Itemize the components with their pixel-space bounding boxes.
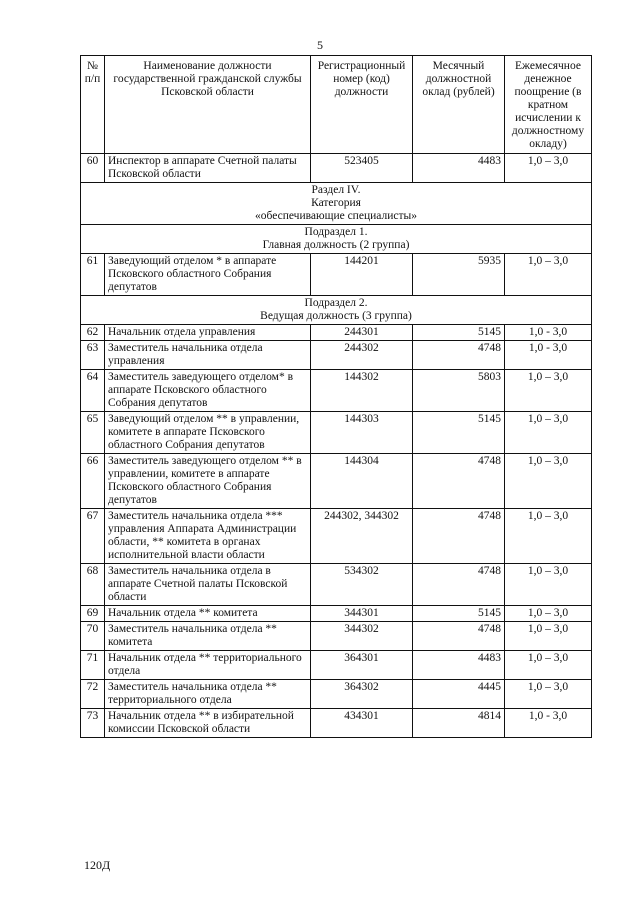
- table-row: [81, 564, 592, 606]
- section-title-line: Подраздел 1.: [304, 226, 368, 238]
- row-salary: 4483: [413, 154, 505, 183]
- row-registration-code: 534302: [311, 564, 413, 606]
- row-position-name: Заместитель начальника отдела управления: [105, 341, 311, 370]
- row-registration-code: 144303: [311, 412, 413, 454]
- row-registration-code: 344301: [311, 606, 413, 622]
- row-salary: 4748: [413, 454, 505, 509]
- row-registration-code: 144201: [311, 254, 413, 296]
- table-row: [81, 651, 592, 680]
- row-position-name: Начальник отдела ** в избирательной комиссии Псковской области: [105, 709, 311, 738]
- row-salary: 4748: [413, 622, 505, 651]
- row-num: 66: [81, 454, 105, 509]
- row-position-name: Заместитель заведующего отделом ** в управлении, комитете в аппарате Псковского областного Собрания депутатов: [105, 454, 311, 509]
- section-title-line: Главная должность (2 группа): [262, 239, 410, 251]
- row-position-name: Заместитель заведующего отделом* в аппарате Псковского областного Собрания депутатов: [105, 370, 311, 412]
- row-salary: 4748: [413, 564, 505, 606]
- row-num: 63: [81, 341, 105, 370]
- table-row: [81, 325, 592, 341]
- row-bonus: 1,0 – 3,0: [505, 454, 592, 509]
- row-registration-code: 144304: [311, 454, 413, 509]
- row-position-name: Заместитель начальника отдела *** управления Аппарата Администрации области, ** комитета в органах исполнительной власти области: [105, 509, 311, 564]
- row-num: 71: [81, 651, 105, 680]
- section-title: [81, 225, 592, 254]
- row-bonus: 1,0 - 3,0: [505, 341, 592, 370]
- section-title: [81, 183, 592, 225]
- row-salary: 5145: [413, 325, 505, 341]
- section-title-line: Ведущая должность (3 группа): [260, 310, 412, 322]
- table-row: [81, 509, 592, 564]
- row-bonus: 1,0 - 3,0: [505, 325, 592, 341]
- page-number: 5: [317, 38, 323, 52]
- table-body: [81, 154, 592, 738]
- table-row: [81, 454, 592, 509]
- table-row: [81, 709, 592, 738]
- row-salary: 5935: [413, 254, 505, 296]
- header-bonus: Ежемесячное денежное поощрение (в кратном исчислении к должностному окладу): [505, 56, 592, 154]
- section-title-line: Раздел IV.: [311, 184, 361, 196]
- row-salary: 5803: [413, 370, 505, 412]
- row-bonus: 1,0 – 3,0: [505, 370, 592, 412]
- footer-code: 120Д: [84, 858, 111, 872]
- row-registration-code: 364302: [311, 680, 413, 709]
- header-salary: Месячный должностной оклад (рублей): [413, 56, 505, 154]
- table-header-row: [81, 56, 592, 154]
- row-num: 73: [81, 709, 105, 738]
- row-salary: 4814: [413, 709, 505, 738]
- row-num: 70: [81, 622, 105, 651]
- section-title: [81, 296, 592, 325]
- row-position-name: Инспектор в аппарате Счетной палаты Псковской области: [105, 154, 311, 183]
- table-row: [81, 622, 592, 651]
- row-registration-code: 364301: [311, 651, 413, 680]
- table-row: [81, 412, 592, 454]
- row-bonus: 1,0 – 3,0: [505, 412, 592, 454]
- row-num: 61: [81, 254, 105, 296]
- row-position-name: Заместитель начальника отдела в аппарате Счетной палаты Псковской области: [105, 564, 311, 606]
- table-row: [81, 254, 592, 296]
- row-bonus: 1,0 – 3,0: [505, 564, 592, 606]
- row-num: 65: [81, 412, 105, 454]
- header-code: Регистрационный номер (код) должности: [311, 56, 413, 154]
- section-header-row: [81, 183, 592, 225]
- row-salary: 4483: [413, 651, 505, 680]
- table-row: [81, 606, 592, 622]
- row-position-name: Начальник отдела управления: [105, 325, 311, 341]
- row-registration-code: 244302: [311, 341, 413, 370]
- section-header-row: [81, 225, 592, 254]
- section-title-line: Категория: [311, 197, 361, 209]
- row-num: 62: [81, 325, 105, 341]
- row-salary: 4445: [413, 680, 505, 709]
- row-salary: 4748: [413, 509, 505, 564]
- row-position-name: Начальник отдела ** комитета: [105, 606, 311, 622]
- row-bonus: 1,0 – 3,0: [505, 651, 592, 680]
- row-bonus: 1,0 – 3,0: [505, 509, 592, 564]
- row-registration-code: 523405: [311, 154, 413, 183]
- row-num: 64: [81, 370, 105, 412]
- row-bonus: 1,0 – 3,0: [505, 254, 592, 296]
- row-position-name: Заместитель начальника отдела ** комитета: [105, 622, 311, 651]
- header-name: Наименование должности государственной гражданской службы Псковской области: [105, 56, 311, 154]
- table-row: [81, 370, 592, 412]
- row-salary: 5145: [413, 412, 505, 454]
- row-registration-code: 144302: [311, 370, 413, 412]
- table-row: [81, 680, 592, 709]
- row-position-name: Заведующий отделом ** в управлении, комитете в аппарате Псковского областного Собрания депутатов: [105, 412, 311, 454]
- table-row: [81, 341, 592, 370]
- row-num: 72: [81, 680, 105, 709]
- section-title-line: «обеспечивающие специалисты»: [255, 210, 417, 222]
- row-num: 68: [81, 564, 105, 606]
- row-bonus: 1,0 - 3,0: [505, 709, 592, 738]
- row-bonus: 1,0 – 3,0: [505, 622, 592, 651]
- positions-table: [80, 55, 592, 738]
- row-position-name: Заведующий отделом * в аппарате Псковского областного Собрания депутатов: [105, 254, 311, 296]
- section-header-row: [81, 296, 592, 325]
- row-num: 67: [81, 509, 105, 564]
- row-registration-code: 344302: [311, 622, 413, 651]
- row-num: 60: [81, 154, 105, 183]
- row-bonus: 1,0 – 3,0: [505, 154, 592, 183]
- row-position-name: Начальник отдела ** территориального отдела: [105, 651, 311, 680]
- row-bonus: 1,0 – 3,0: [505, 680, 592, 709]
- row-position-name: Заместитель начальника отдела ** территориального отдела: [105, 680, 311, 709]
- row-registration-code: 244302, 344302: [311, 509, 413, 564]
- row-salary: 5145: [413, 606, 505, 622]
- row-num: 69: [81, 606, 105, 622]
- row-bonus: 1,0 – 3,0: [505, 606, 592, 622]
- table-row: [81, 154, 592, 183]
- row-salary: 4748: [413, 341, 505, 370]
- row-registration-code: 244301: [311, 325, 413, 341]
- row-registration-code: 434301: [311, 709, 413, 738]
- section-title-line: Подраздел 2.: [304, 297, 368, 309]
- header-num: № п/п: [81, 56, 105, 154]
